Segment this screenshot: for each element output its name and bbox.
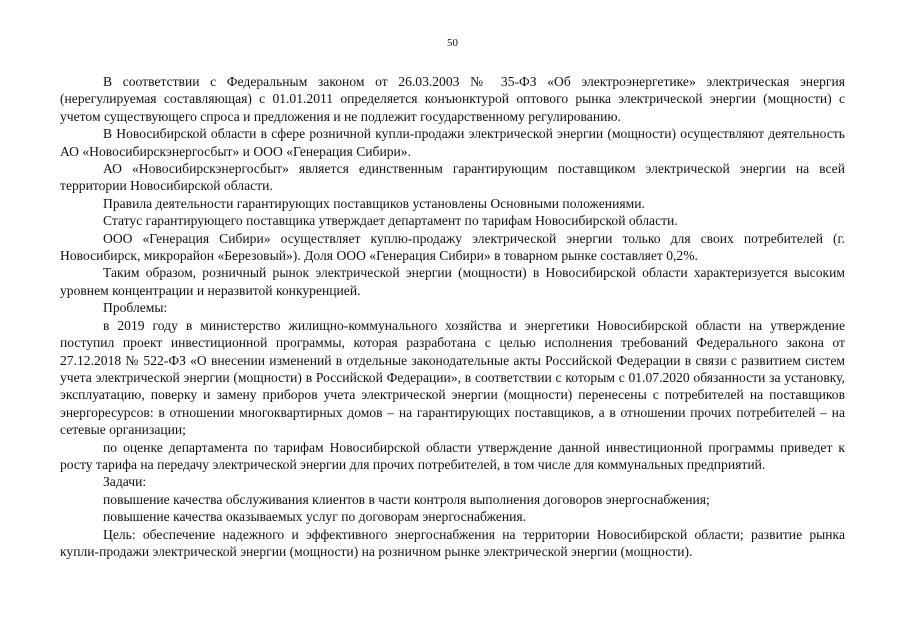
paragraph-supplier-status: Статус гарантирующего поставщика утверждает департамент по тарифам Новосибирской области. (103, 213, 678, 229)
paragraph-problem-tariff-growth: по оценке департамента по тарифам Новосибирской области утверждение данной инвестиционной программы приведет к росту тарифа на передачу электрической энергии для прочих потребителей, в том числе для коммунальных предприятий. (60, 439, 845, 472)
paragraph-task-service-quality: повышение качества обслуживания клиентов в части контроля выполнения договоров энергоснабжения; (103, 491, 710, 507)
paragraph-task-contract-services: повышение качества оказываемых услуг по договорам энергоснабжения. (103, 509, 527, 525)
paragraph-guaranteeing-supplier: АО «Новосибирскэнергосбыт» является единственным гарантирующим поставщиком электрической энергии на всей территории Новосибирской области. (60, 161, 845, 194)
paragraph-retail-market-participants: В Новосибирской области в сфере розничной купли-продажи электрической энергии (мощности) осуществляют деятельность АО «Новосибирскэнергосбыт» и ООО «Генерация Сибири». (60, 126, 845, 159)
paragraph-market-concentration: Таким образом, розничный рынок электрической энергии (мощности) в Новосибирской области характеризуется высоким уровнем концентрации и неразвитой конкуренцией. (60, 265, 845, 298)
paragraph-supplier-rules: Правила деятельности гарантирующих поставщиков установлены Основными положениями. (103, 195, 645, 211)
page-number: 50 (447, 37, 458, 49)
paragraph-generation-siberia: ООО «Генерация Сибири» осуществляет куплю-продажу электрической энергии только для своих потребителей (г. Новосибирск, микрорайон «Березовый»). Доля ООО «Генерация Сибири» в товарном рынке составляет 0,2%. (60, 230, 845, 264)
paragraph-electricity-law: В соответствии с Федеральным законом от 26.03.2003 № 35-ФЗ «Об электроэнергетике» электрическая энергия (нерегулируемая составляющая) с 01.01.2011 определяется конъюнктурой оптового рынка электрической энергии (мощности) с учетом существующего спроса и предложения и не подлежит государственному регулированию. (60, 74, 845, 124)
heading-problems: Проблемы: (103, 300, 168, 316)
heading-tasks: Задачи: (103, 474, 147, 490)
paragraph-goal: Цель: обеспечение надежного и эффективного энергоснабжения на территории Новосибирской области; развитие рынка купли-продажи электрической энергии (мощности) на розничном рынке электрической энергии (мощности). (60, 526, 845, 559)
document-body (60, 73, 845, 560)
paragraph-problem-investment-program: в 2019 году в министерство жилищно-коммунального хозяйства и энергетики Новосибирской области на утверждение поступил проект инвестиционной программы, которая разработана с целью исполнения требований Федерального закона от 27.12.2018 № 522-ФЗ «О внесении изменений в отдельные законодательные акты Российской Федерации в связи с развитием систем учета электрической энергии (мощности) в Российской Федерации», в соответствии с которым с 01.07.2020 обязанности за установку, эксплуатацию, поверку и замену приборов учета электрической энергии (мощности) перенесены с потребителей на поставщиков энергоресурсов: в отношении многоквартирных домов – на гарантирующих поставщиков, а в отношении прочих потребителей – на сетевые организации; (60, 317, 845, 438)
